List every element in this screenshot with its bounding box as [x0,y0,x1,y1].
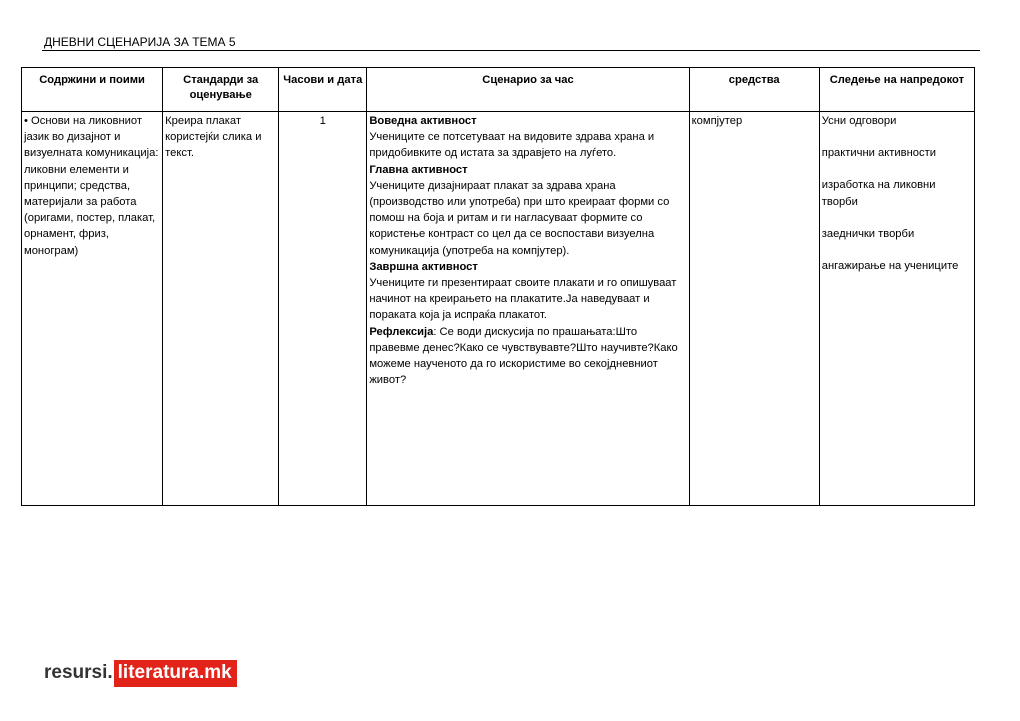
main-activity-title: Главна активност [369,163,468,176]
reflection-label: Рефлексија [369,325,434,338]
final-activity-title: Завршна активност [369,260,478,273]
tracking-item: заеднички творби [821,227,915,240]
logo-text-literatura: literatura.mk [114,660,237,687]
column-header-tracking: Следење на напредокот [819,68,974,112]
scenario-cell [367,112,689,506]
hours-cell: 1 [279,112,367,506]
content-cell: • Основи на ликовниот јазик во дизајнот и визуелната комуникација: ликовни елементи и принципи; средства, материјали за работа (оригами, постер, плакат, орнамент, фриз, монограм) [22,112,163,506]
final-activity-text: Учениците ги презентираат своите плакати и го опишуваат начинот на креирањето на плакатите.Ја наведуваат и пораката која ја испраќа плакатот. [369,277,677,322]
reflection-paragraph [369,324,686,389]
column-header-resources: средства [689,68,819,112]
resursi-logo [44,658,237,688]
tracking-item: Усни одговори [821,115,897,127]
logo-text-resursi: resursi. [44,662,113,683]
standard-cell: Креира плакат користејќи слика и текст. [163,112,279,506]
column-header-scenario: Сценарио за час [367,68,689,112]
main-activity-text: Учениците дизајнираат плакат за здрава храна (производство или употреба) при што креираат форми со помош на боја и ритам и ги нагласуваат формите со користење контраст со цел да се воспостави визуелна комуникација (употреба на компјутер). [369,179,670,257]
table-header-row [22,68,975,112]
column-header-content: Содржини и поими [22,68,163,112]
column-header-standards: Стандарди за оценување [163,68,279,112]
intro-activity-text: Учениците се потсетуваат на видовите здрава храна и придобивките од истата за здравјето на луѓето. [369,131,655,160]
column-header-hours: Часови и дата [279,68,367,112]
tracking-item: практични активности [821,147,936,160]
tracking-item: ангажирање на учениците [821,260,959,273]
table-row [22,112,975,506]
title-underline [42,50,980,51]
tracking-item: изработка на ликовни творби [821,179,936,208]
document-title: ДНЕВНИ СЦЕНАРИЈА ЗА ТЕМА 5 [44,35,236,49]
intro-activity-title: Воведна активност [369,115,477,127]
resources-cell: компјутер [689,112,819,506]
lesson-plan-table [21,67,975,506]
reflection-text: : Се води дискусија по прашањата:Што правевме денес?Како се чувствувавте?Што научивте?Како можеме наученото да го искористиме во секојдневниот живот? [369,325,678,387]
tracking-cell [819,112,974,506]
